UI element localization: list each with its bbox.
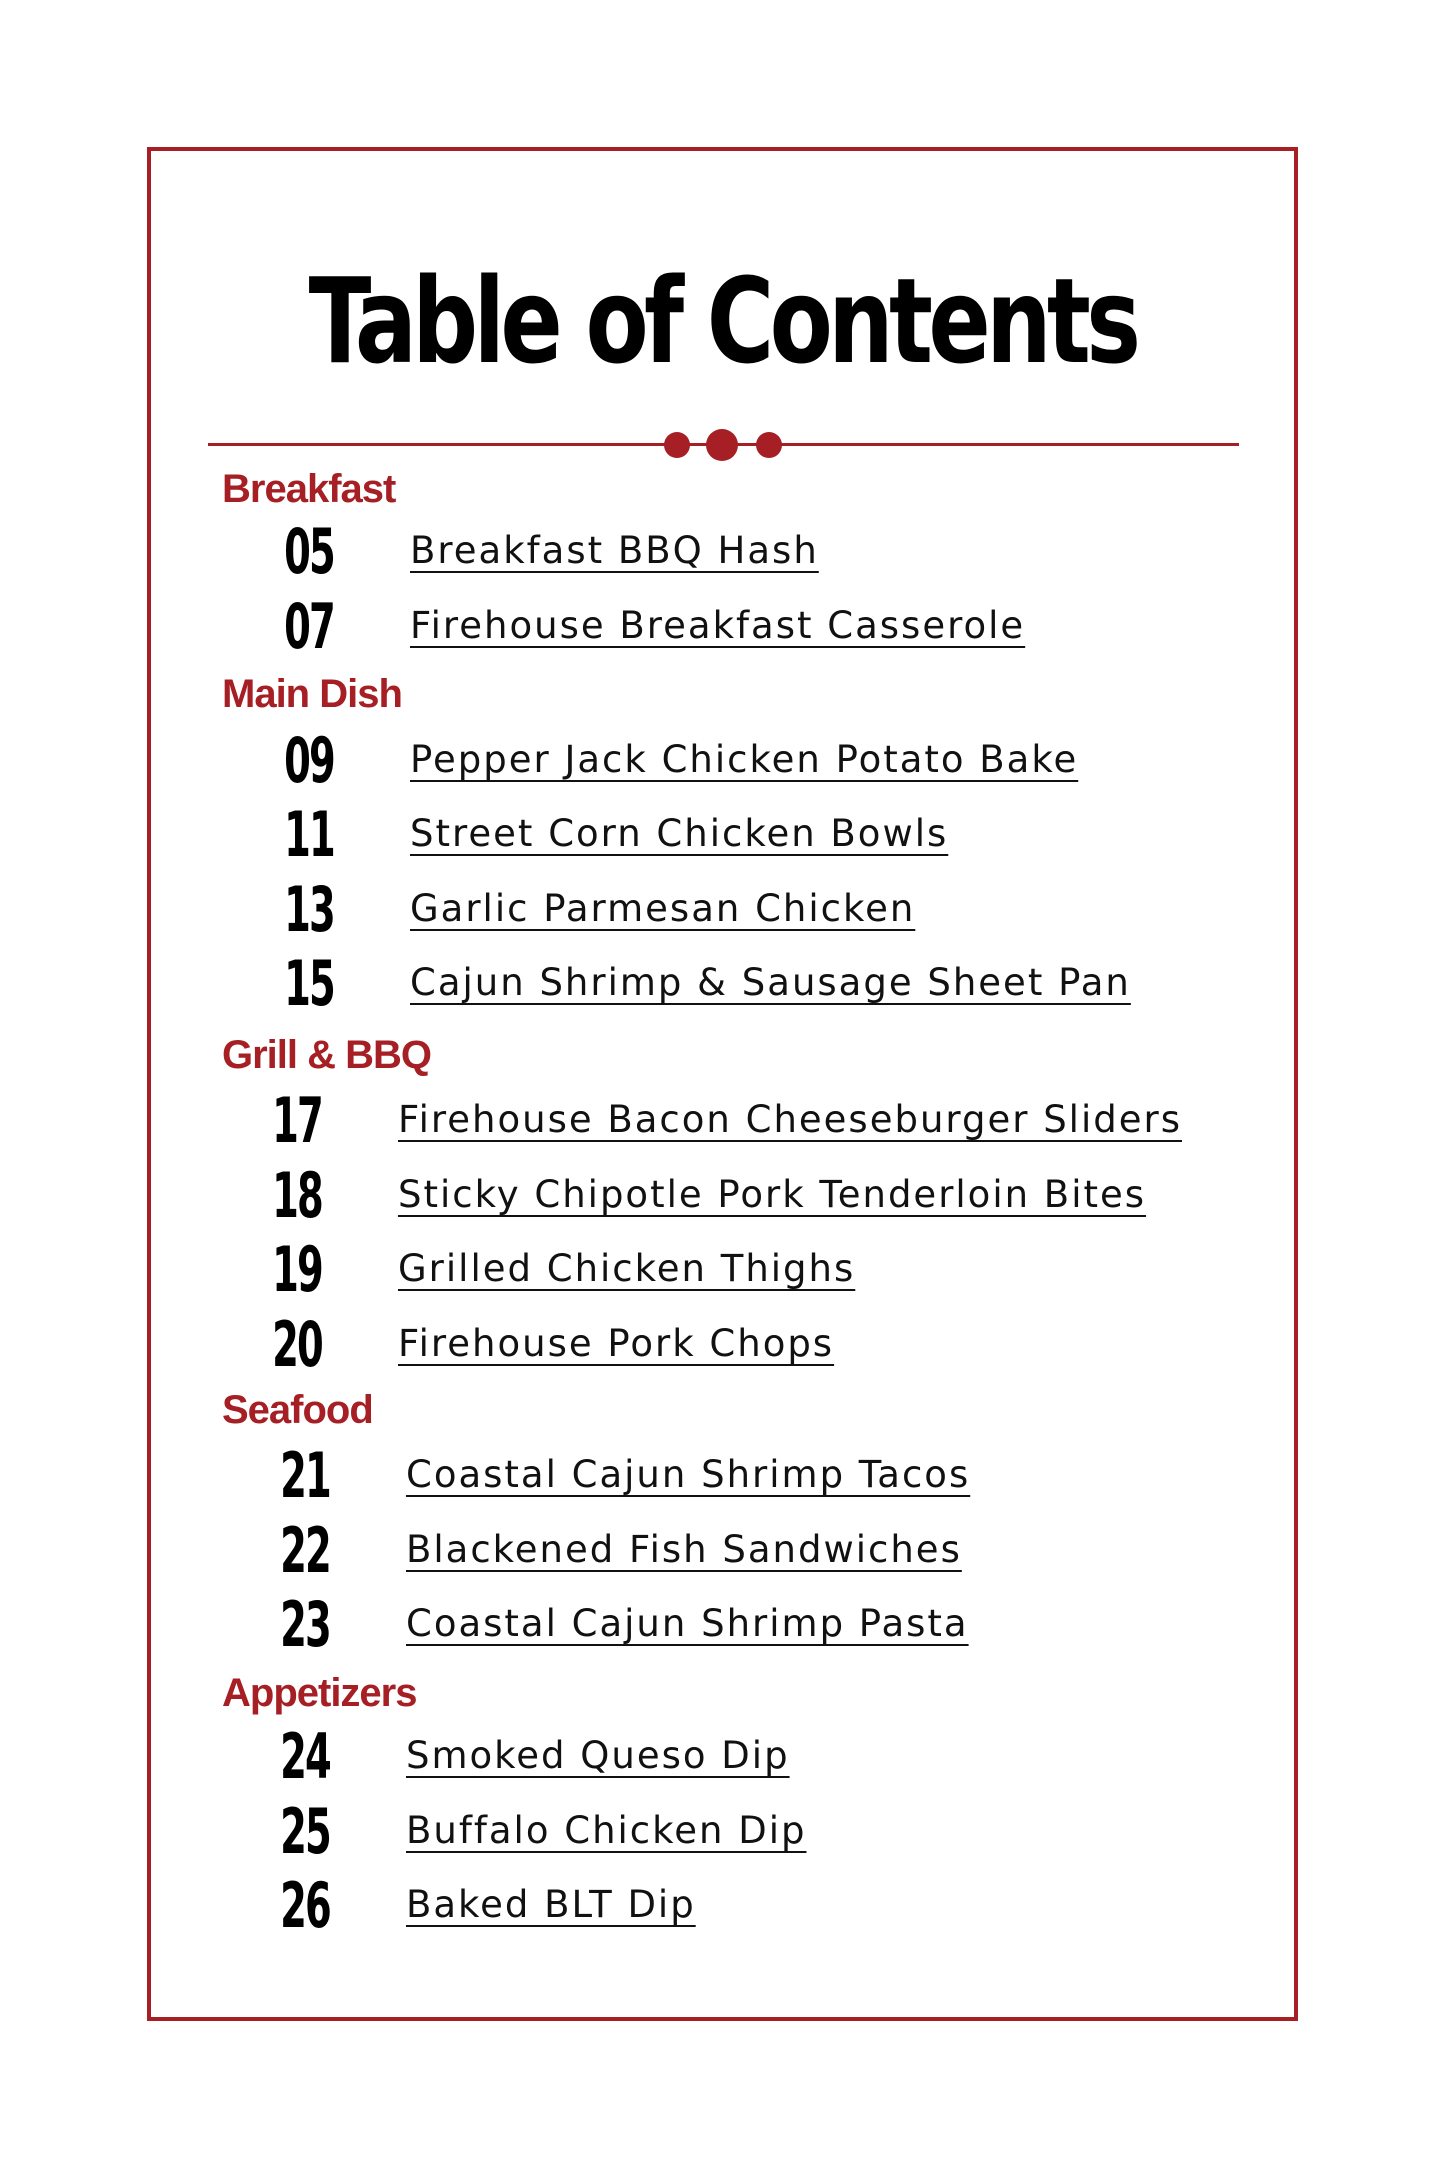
- toc-link[interactable]: Coastal Cajun Shrimp Tacos: [406, 1453, 971, 1496]
- section-heading-grill-bbq: Grill & BBQ: [222, 1033, 432, 1077]
- toc-link[interactable]: Breakfast BBQ Hash: [410, 529, 819, 572]
- section-heading-main-dish: Main Dish: [222, 672, 402, 716]
- section-heading-seafood: Seafood: [222, 1388, 373, 1432]
- toc-link[interactable]: Coastal Cajun Shrimp Pasta: [406, 1602, 969, 1645]
- toc-link[interactable]: Firehouse Bacon Cheeseburger Sliders: [398, 1098, 1182, 1141]
- divider-dot-left: [664, 432, 690, 458]
- page-number: 05: [284, 515, 334, 588]
- page-number: 23: [280, 1588, 330, 1661]
- toc-link[interactable]: Sticky Chipotle Pork Tenderloin Bites: [398, 1173, 1147, 1216]
- section-heading-breakfast: Breakfast: [222, 467, 396, 511]
- page-number: 21: [280, 1439, 330, 1512]
- page-number: 09: [284, 724, 334, 797]
- toc-link[interactable]: Buffalo Chicken Dip: [406, 1809, 807, 1852]
- toc-link[interactable]: Cajun Shrimp & Sausage Sheet Pan: [410, 961, 1131, 1004]
- page-number: 15: [284, 947, 334, 1020]
- page-number: 07: [284, 590, 334, 663]
- page-number: 11: [284, 798, 334, 871]
- section-heading-appetizers: Appetizers: [222, 1671, 417, 1715]
- divider-dot-center: [706, 429, 738, 461]
- page-number: 25: [280, 1795, 330, 1868]
- page-number: 17: [272, 1084, 322, 1157]
- toc-link[interactable]: Firehouse Breakfast Casserole: [410, 604, 1026, 647]
- toc-link[interactable]: Firehouse Pork Chops: [398, 1322, 835, 1365]
- page-number: 13: [284, 873, 334, 946]
- toc-link[interactable]: Grilled Chicken Thighs: [398, 1247, 856, 1290]
- page-number: 20: [272, 1308, 322, 1381]
- page-number: 19: [272, 1233, 322, 1306]
- page-number: 18: [272, 1159, 322, 1232]
- toc-link[interactable]: Garlic Parmesan Chicken: [410, 887, 916, 930]
- page-number: 22: [280, 1514, 330, 1587]
- page-number: 26: [280, 1869, 330, 1942]
- page-title: Table of Contents: [308, 252, 1137, 390]
- toc-link[interactable]: Pepper Jack Chicken Potato Bake: [410, 738, 1079, 781]
- divider-dot-right: [756, 432, 782, 458]
- toc-link[interactable]: Baked BLT Dip: [406, 1883, 696, 1926]
- toc-link[interactable]: Street Corn Chicken Bowls: [410, 812, 949, 855]
- toc-link[interactable]: Smoked Queso Dip: [406, 1734, 790, 1777]
- toc-link[interactable]: Blackened Fish Sandwiches: [406, 1528, 962, 1571]
- page-number: 24: [280, 1720, 330, 1793]
